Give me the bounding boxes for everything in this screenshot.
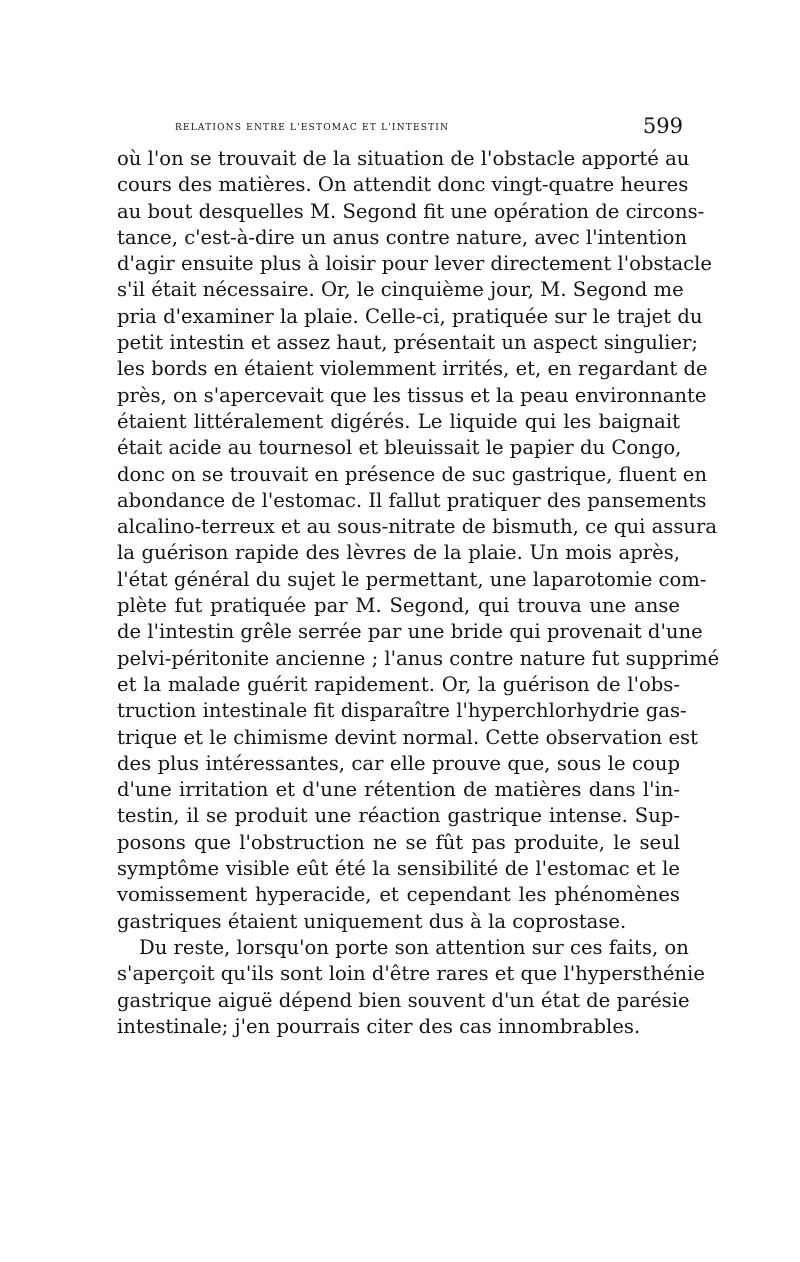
text-line: cours des matières. On attendit donc vingt-quatre heures [117, 173, 689, 197]
page-number: 599 [642, 114, 683, 138]
text-line: la guérison rapide des lèvres de la plaie. Un mois après, [117, 541, 680, 565]
text-line: petit intestin et assez haut, présentait un aspect singulier; [117, 331, 698, 355]
text-line: posons que l'obstruction ne se fût pas produite, le seul [117, 830, 680, 854]
text-line: truction intestinale fit disparaître l'hyperchlorhydrie gas- [117, 699, 687, 723]
text-line: d'une irritation et d'une rétention de matières dans l'in- [117, 778, 680, 802]
text-line: Du reste, lorsqu'on porte son attention sur ces faits, on [139, 935, 689, 959]
text-line: les bords en étaient violemment irrités, et, en regardant de [117, 357, 708, 381]
text-line: donc on se trouvait en présence de suc gastrique, fluent en [117, 462, 707, 486]
text-line: pria d'examiner la plaie. Celle-ci, pratiquée sur le trajet du [117, 304, 703, 328]
text-line: des plus intéressantes, car elle prouve que, sous le coup [117, 751, 680, 775]
text-line: l'état général du sujet le permettant, une laparotomie com- [117, 567, 707, 591]
text-line: vomissement hyperacide, et cependant les phénomènes [117, 883, 680, 907]
text-line: où l'on se trouvait de la situation de l'obstacle apporté au [117, 147, 690, 170]
text-line: intestinale; j'en pourrais citer des cas innombrables. [117, 1014, 641, 1038]
text-line: symptôme visible eût été la sensibilité de l'estomac et le [117, 857, 680, 881]
text-line: de l'intestin grêle serrée par une bride qui provenait d'une [117, 620, 703, 644]
text-line: étaient littéralement digérés. Le liquide qui les baignait [117, 409, 680, 433]
text-line: près, on s'apercevait que les tissus et la peau environnante [117, 383, 707, 407]
text-line: et la malade guérit rapidement. Or, la guérison de l'obs- [117, 672, 680, 696]
body-text [117, 146, 720, 1040]
text-line: d'agir ensuite plus à loisir pour lever directement l'obstacle [117, 252, 712, 276]
paragraph-1 [117, 146, 720, 935]
text-line: s'aperçoit qu'ils sont loin d'être rares et que l'hypersthénie [117, 962, 705, 986]
text-line: gastriques étaient uniquement dus à la coprostase. [117, 909, 627, 933]
text-line: gastrique aiguë dépend bien souvent d'un état de parésie [117, 988, 690, 1012]
running-head [175, 114, 683, 144]
paragraph-2 [117, 935, 705, 1040]
text-line: plète fut pratiquée par M. Segond, qui trouva une anse [117, 594, 680, 618]
running-title: relations entre l'estomac et l'intestin [175, 118, 450, 134]
text-line: au bout desquelles M. Segond fit une opération de circons- [117, 199, 705, 223]
text-line: pelvi-péritonite ancienne ; l'anus contre nature fut supprimé [117, 646, 720, 670]
text-line: alcalino-terreux et au sous-nitrate de bismuth, ce qui assura [117, 515, 718, 539]
text-line: s'il était nécessaire. Or, le cinquième jour, M. Segond me [117, 278, 684, 302]
text-line: trique et le chimisme devint normal. Cette observation est [117, 725, 698, 749]
text-line: était acide au tournesol et bleuissait le papier du Congo, [117, 436, 682, 460]
text-line: tance, c'est-à-dire un anus contre nature, avec l'intention [117, 225, 688, 249]
text-line: testin, il se produit une réaction gastrique intense. Sup- [117, 804, 680, 828]
text-line: abondance de l'estomac. Il fallut pratiquer des pansements [117, 488, 707, 512]
